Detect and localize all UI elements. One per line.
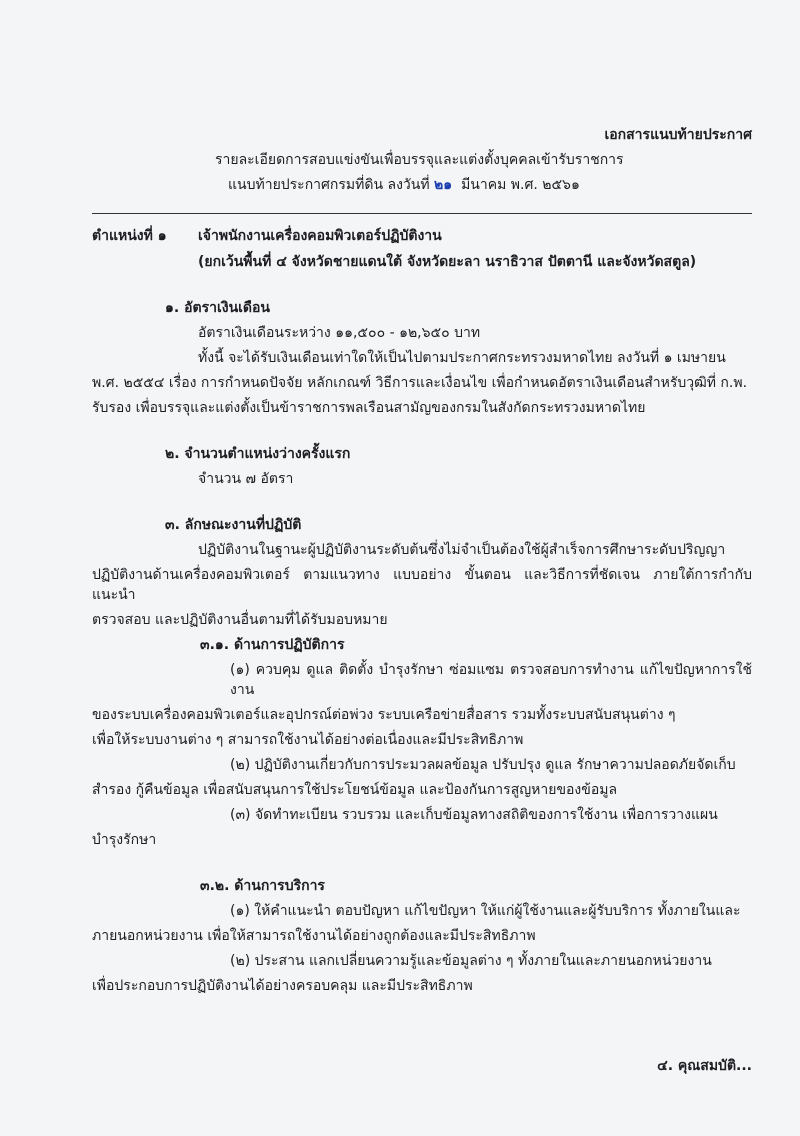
vacancies-heading: ๒. จำนวนตำแหน่งว่างครั้งแรก	[165, 446, 351, 462]
salary-range: อัตราเงินเดือนระหว่าง ๑๑,๕๐๐ - ๑๒,๖๕๐ บาท	[198, 325, 481, 341]
salary-text: พ.ศ. ๒๕๕๔ เรื่อง การกำหนดปัจจัย หลักเกณฑ์ วิธีการและเงื่อนไข เพื่อกำหนดอัตราเงินเดือนสำหรับวุฒิที่ ก.พ.	[92, 375, 748, 391]
operations-item: (๓) จัดทำทะเบียน รวบรวม และเก็บข้อมูลทางสถิติของการใช้งาน เพื่อการวางแผน	[230, 807, 718, 823]
services-item: (๒) ประสาน แลกเปลี่ยนความรู้และข้อมูลต่าง ๆ ทั้งภายในและภายนอกหน่วยงาน	[230, 953, 712, 969]
operations-item: สำรอง กู้คืนข้อมูล เพื่อสนับสนุนการใช้ประโยชน์ข้อมูล และป้องกันการสูญหายของข้อมูล	[92, 782, 618, 798]
operations-item: ของระบบเครื่องคอมพิวเตอร์และอุปกรณ์ต่อพ่วง ระบบเครือข่ายสื่อสาร รวมทั้งระบบสนับสนุนต่าง ๆ	[92, 707, 676, 723]
operations-item: บำรุงรักษา	[92, 832, 157, 848]
divider	[92, 213, 752, 214]
operations-item: (๒) ปฏิบัติงานเกี่ยวกับการประมวลผลข้อมูล ปรับปรุง ดูแล รักษาความปลอดภัยจัดเก็บ	[230, 757, 736, 773]
services-item: (๑) ให้คำแนะนำ ตอบปัญหา แก้ไขปัญหา ให้แก่ผู้ใช้งานและผู้รับบริการ ทั้งภายในและ	[230, 903, 741, 919]
vacancies-count: จำนวน ๗ อัตรา	[198, 471, 294, 487]
duties-text: ปฏิบัติงานด้านเครื่องคอมพิวเตอร์ ตามแนวทาง แบบอย่าง ขั้นตอน และวิธีการที่ชัดเจน ภายใต้การกำกับ แนะนำ	[92, 567, 752, 603]
duties-text: ตรวจสอบ และปฏิบัติงานอื่นตามที่ได้รับมอบหมาย	[92, 612, 388, 628]
services-heading: ๓.๒. ด้านการบริการ	[200, 878, 325, 894]
position-header	[92, 226, 752, 272]
announcement-prefix: แนบท้ายประกาศกรมที่ดิน ลงวันที่	[228, 177, 430, 193]
services-item: เพื่อประกอบการปฏิบัติงานได้อย่างครอบคลุม และมีประสิทธิภาพ	[92, 978, 473, 994]
position-exception: (ยกเว้นพื้นที่ ๔ จังหวัดชายแดนใต้ จังหวัดยะลา นราธิวาส ปัตตานี และจังหวัดสตูล)	[198, 254, 697, 270]
document-subtitle: รายละเอียดการสอบแข่งขันเพื่อบรรจุและแต่งตั้งบุคคลเข้ารับราชการ	[215, 152, 624, 168]
salary-heading: ๑. อัตราเงินเดือน	[165, 300, 271, 316]
position-title-block	[198, 226, 752, 272]
duties-heading: ๓. ลักษณะงานที่ปฏิบัติ	[165, 517, 302, 533]
announcement-month-year: มีนาคม พ.ศ. ๒๕๖๑	[461, 177, 580, 193]
services-item: ภายนอกหน่วยงาน เพื่อให้สามารถใช้งานได้อย่างถูกต้องและมีประสิทธิภาพ	[92, 928, 536, 944]
position-title: เจ้าพนักงานเครื่องคอมพิวเตอร์ปฏิบัติงาน	[198, 228, 442, 244]
announcement-day: ๒๑	[434, 177, 453, 193]
attachment-label: เอกสารแนบท้ายประกาศ	[604, 127, 752, 143]
operations-heading: ๓.๑. ด้านการปฏิบัติการ	[200, 637, 345, 653]
salary-text: รับรอง เพื่อบรรจุและแต่งตั้งเป็นข้าราชการพลเรือนสามัญของกรมในสังกัดกระทรวงมหาดไทย	[92, 400, 646, 416]
continued-marker: ๔. คุณสมบัติ...	[657, 1058, 752, 1074]
duties-text: ปฏิบัติงานในฐานะผู้ปฏิบัติงานระดับต้นซึ่งไม่จำเป็นต้องใช้ผู้สำเร็จการศึกษาระดับปริญญา	[198, 542, 726, 558]
operations-item: เพื่อให้ระบบงานต่าง ๆ สามารถใช้งานได้อย่างต่อเนื่องและมีประสิทธิภาพ	[92, 732, 524, 748]
announcement-date-line	[92, 175, 752, 195]
position-label: ตำแหน่งที่ ๑	[92, 228, 167, 244]
operations-item: (๑) ควบคุม ดูแล ติดตั้ง บำรุงรักษา ซ่อมแซม ตรวจสอบการทำงาน แก้ไขปัญหาการใช้งาน	[230, 662, 752, 698]
salary-text: ทั้งนี้ จะได้รับเงินเดือนเท่าใดให้เป็นไปตามประกาศกระทรวงมหาดไทย ลงวันที่ ๑ เมษายน	[198, 350, 726, 366]
